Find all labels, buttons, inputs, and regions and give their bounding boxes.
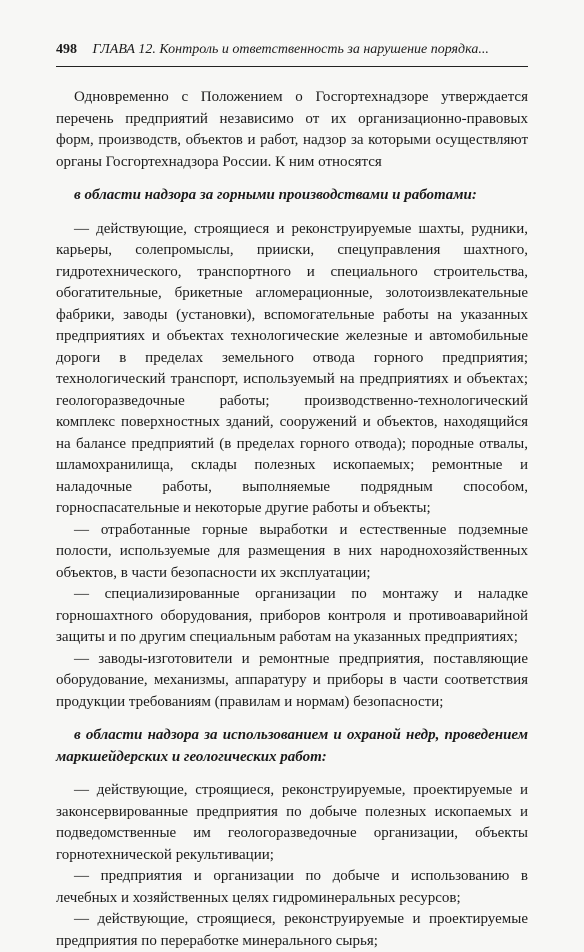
running-header <box>56 41 528 59</box>
section-heading-subsoil: в области надзора за использованием и охраной недр, проведением маркшейдерских и геологических работ: <box>56 727 528 765</box>
list-item: — предприятия и организации по добыче и использованию в лечебных и хозяйственных целях гидроминеральных ресурсов; <box>56 868 528 906</box>
list-item: — отработанные горные выработки и естественные подземные полости, используемые для размещения в них народнохозяйственных объектов, в части безопасности их эксплуатации; <box>56 521 528 581</box>
intro-paragraph: Одновременно с Положением о Госгортехнадзоре утверждается перечень предприятий независимо от их организационно-правовых форм, производств, объектов и работ, надзор за которыми осуществляют органы Госгортехнадзора России. К ним относятся <box>56 89 528 170</box>
list-item: — действующие, строящиеся, реконструируемые, проектируемые и законсервированные предприятия по добыче полезных ископаемых и подведомственные им геологоразведочные организации, объекты горнотехнической рекультивации; <box>56 782 528 863</box>
list-item: — заводы-изготовители и ремонтные предприятия, поставляющие оборудование, механизмы, аппаратуру и приборы в части соответствия продукции требованиям (правилам и нормам) безопасности; <box>56 650 528 710</box>
list-item: — действующие, строящиеся, реконструируемые и проектируемые предприятия по переработке минерального сырья; <box>56 911 528 949</box>
header-rule <box>56 66 528 67</box>
section-heading-mining: в области надзора за горными производствами и работами: <box>74 187 477 203</box>
list-item: — действующие, строящиеся и реконструируемые шахты, рудники, карьеры, солепромыслы, прииски, спецуправления шахтного, гидротехнического, транспортного и специального строительства, обогатительные, брикетные агломерационные, золотоизвлекательные фабрики, заводы (установки), вспомогательные работы на указанных предприятиях и объектах технологические железные и автомобильные дороги в пределах земельного отвода горного предприятия; технологический транспорт, используемый на предприятиях и объектах; геологоразведочные работы; производственно-технологический комплекс поверхностных зданий, сооружений и объектов, находящийся на балансе предприятий (в пределах горного отвода); породные отвалы, шламохранилища, склады полезных ископаемых; ремонтные и наладочные работы, выполняемые подрядным способом, горноспасательные и некоторые другие работы и объекты; <box>56 220 528 516</box>
list-item: — специализированные организации по монтажу и наладке горношахтного оборудования, приборов контроля и противоаварийной защиты и по другим специальным работам на указанных предприятиях; <box>56 586 528 645</box>
chapter-title: ГЛАВА 12. Контроль и ответственность за нарушение порядка... <box>92 42 489 57</box>
page-number: 498 <box>56 42 77 57</box>
page-body <box>56 87 528 952</box>
